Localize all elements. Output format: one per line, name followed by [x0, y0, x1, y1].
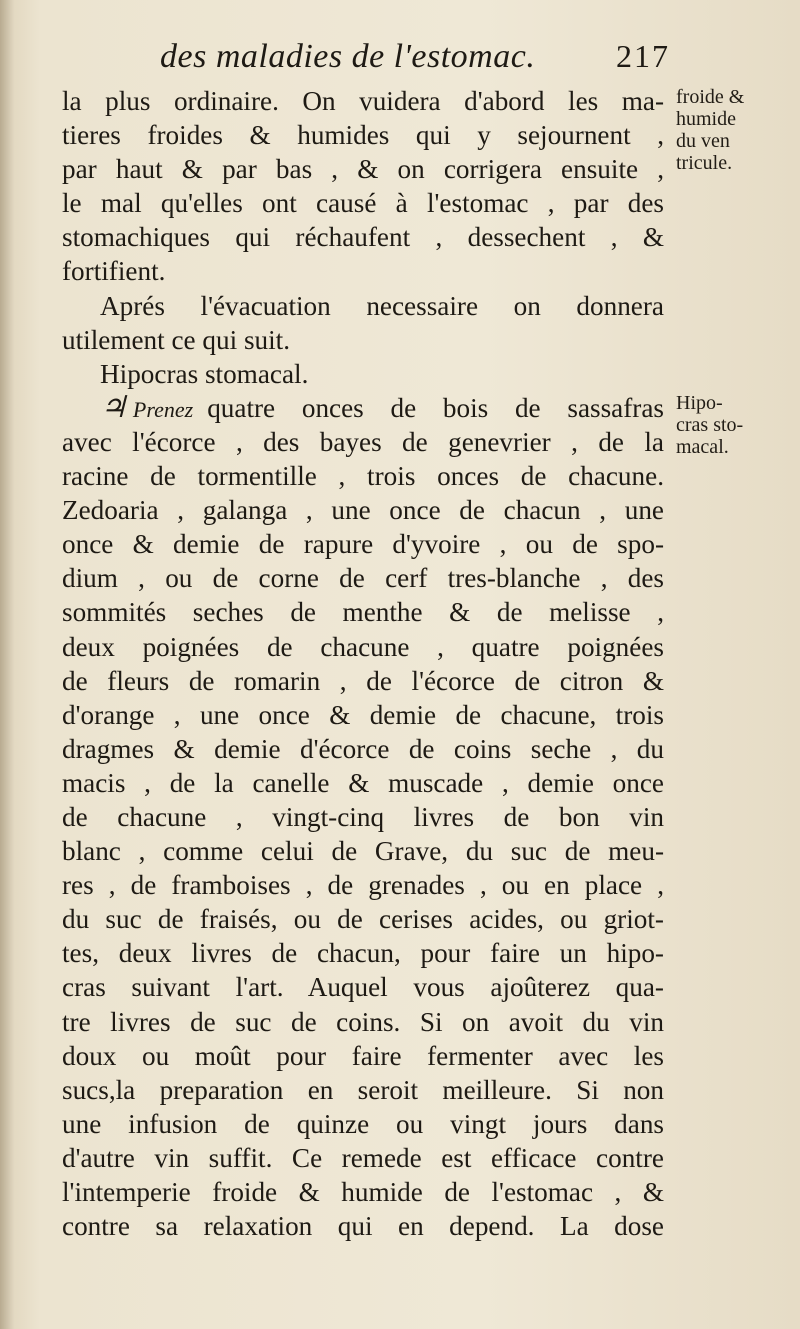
text-line: sommités seches de menthe & de melisse , — [62, 597, 664, 628]
text-line: racine de tormentille , trois onces de chacune. — [62, 461, 664, 492]
running-head: des maladies de l'estomac. — [160, 38, 536, 75]
text-line: Aprés l'évacuation necessaire on donnera — [100, 290, 664, 321]
page-number: 217 — [616, 38, 670, 74]
text-line: de chacune , vingt-cinq livres de bon vin — [62, 801, 664, 832]
text-line: de fleurs de romarin , de l'écorce de citron & — [62, 665, 664, 696]
text-line: res , de framboises , de grenades , ou en place , — [62, 870, 664, 901]
margin-note-line: macal. — [676, 436, 729, 458]
text-line: tieres froides & humides qui y sejournent , — [62, 120, 664, 151]
margin-note-froide-humide — [676, 86, 788, 174]
text-line: par haut & par bas , & on corrigera ensuite , — [62, 154, 664, 185]
text-line: la plus ordinaire. On vuidera d'abord les ma- — [62, 86, 664, 116]
text-line: cras suivant l'art. Auquel vous ajoûterez qua- — [62, 972, 664, 1003]
text-line: une infusion de quinze ou vingt jours dans — [62, 1108, 664, 1139]
text-line: dragmes & demie d'écorce de coins seche , du — [62, 733, 664, 764]
page-gutter — [0, 0, 14, 1329]
text-line: dium , ou de corne de cerf tres-blanche , des — [62, 563, 664, 594]
text-line: once & demie de rapure d'yvoire , ou de spo- — [62, 529, 664, 560]
recipe-first-line — [62, 391, 664, 425]
margin-note-line: froide & — [676, 86, 745, 108]
margin-note-line: humide — [676, 108, 736, 130]
margin-note-line: tricule. — [676, 152, 733, 174]
margin-note-line: du ven — [676, 130, 730, 152]
text-line: macis , de la canelle & muscade , demie once — [62, 767, 664, 798]
text-line: deux poignées de chacune , quatre poignées — [62, 631, 664, 662]
text-line: avec l'écorce , des bayes de genevrier , de la — [62, 426, 664, 457]
text-line: d'orange , une once & demie de chacune, trois — [62, 699, 664, 730]
page-header — [160, 38, 670, 82]
text-line: tes, deux livres de chacun, pour faire un hipo- — [62, 938, 664, 969]
text-line: quatre onces de bois de sassafras — [207, 392, 664, 423]
recipe-symbol-icon: ♃ — [100, 390, 127, 424]
body-text — [62, 84, 664, 1243]
text-line: blanc , comme celui de Grave, du suc de meu- — [62, 836, 664, 867]
text-line: le mal qu'elles ont causé à l'estomac , par des — [62, 188, 664, 219]
prenez-word: Prenez — [132, 396, 194, 422]
text-line: fortifient. — [62, 256, 166, 287]
text-line: doux ou moût pour faire fermenter avec les — [62, 1040, 664, 1071]
text-line: utilement ce qui suit. — [62, 324, 291, 355]
text-line: sucs,la preparation en seroit meilleure. Si non — [62, 1074, 664, 1105]
margin-note-hipocras — [676, 392, 788, 458]
margin-note-line: cras sto- — [676, 414, 744, 436]
text-line: stomachiques qui réchaufent , dessechent , & — [62, 222, 664, 253]
text-line: contre sa relaxation qui en depend. La dose — [62, 1211, 664, 1242]
text-line: tre livres de suc de coins. Si on avoit du vin — [62, 1006, 664, 1037]
recipe-title: Hipocras stomacal. — [100, 358, 309, 389]
text-line: d'autre vin suffit. Ce remede est efficace contre — [62, 1142, 664, 1173]
text-line: l'intemperie froide & humide de l'estomac , & — [62, 1177, 664, 1207]
text-line: du suc de fraisés, ou de cerises acides, ou griot- — [62, 904, 664, 935]
text-line: Zedoaria , galanga , une once de chacun , une — [62, 495, 664, 526]
margin-note-line: Hipo- — [676, 392, 723, 414]
